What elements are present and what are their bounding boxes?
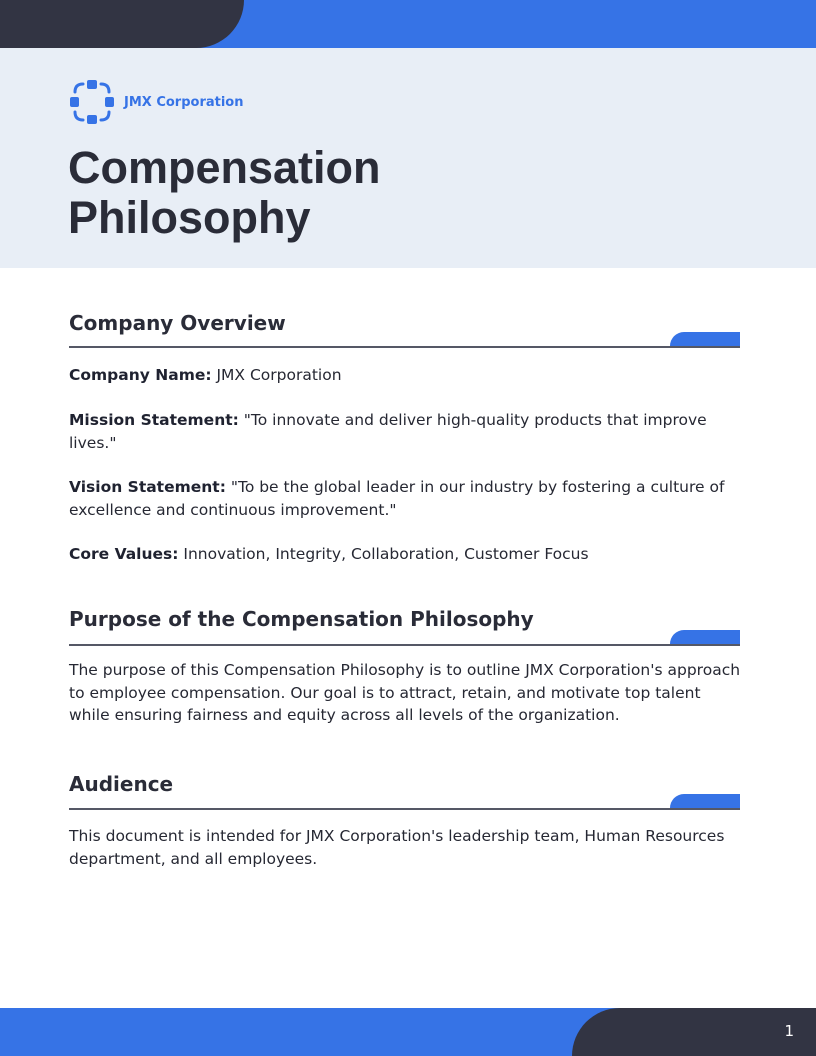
field-value: Innovation, Integrity, Collaboration, Customer Focus [178, 545, 589, 563]
page-number: 1 [784, 1022, 794, 1040]
section-title: Company Overview [69, 311, 286, 335]
field-label: Company Name: [69, 366, 212, 384]
section-title: Purpose of the Compensation Philosophy [69, 607, 534, 631]
vision-statement-line [69, 476, 734, 521]
core-values-line [69, 543, 749, 566]
section-tab-accent [670, 332, 740, 347]
field-label: Mission Statement: [69, 411, 239, 429]
mission-statement-line [69, 409, 719, 454]
section-divider [69, 644, 740, 646]
bottom-dark-tab [572, 1008, 816, 1056]
section-divider [69, 808, 740, 810]
logo-icon [70, 80, 114, 124]
purpose-body: The purpose of this Compensation Philosophy is to outline JMX Corporation's approach to employee compensation. Our goal is to attract, retain, and motivate top talent while ensuring fairness and equity across all levels of the organization. [69, 661, 741, 724]
field-label: Vision Statement: [69, 478, 226, 496]
section-title: Audience [69, 772, 174, 796]
section-audience [69, 771, 740, 797]
logo-company-name: JMX Corporation [124, 94, 244, 110]
section-divider [69, 346, 740, 348]
page-title [68, 143, 568, 243]
company-name-line [69, 364, 749, 387]
audience-body: This document is intended for JMX Corporation's leadership team, Human Resources department, and all employees. [69, 827, 725, 868]
section-company-overview [69, 310, 740, 336]
field-value: "To innovate and deliver high-quality products that improve lives." [69, 411, 707, 452]
field-value: "To be the global leader in our industry by fostering a culture of excellence and continuous improvement." [69, 478, 725, 519]
title-line-2: Philosophy [68, 192, 311, 243]
title-line-1: Compensation [68, 142, 381, 193]
section-tab-accent [670, 630, 740, 645]
section-tab-accent [670, 794, 740, 809]
field-label: Core Values: [69, 545, 179, 563]
field-value: JMX Corporation [211, 366, 342, 384]
section-purpose [69, 606, 740, 632]
top-dark-tab [0, 0, 244, 48]
company-logo [70, 80, 243, 124]
